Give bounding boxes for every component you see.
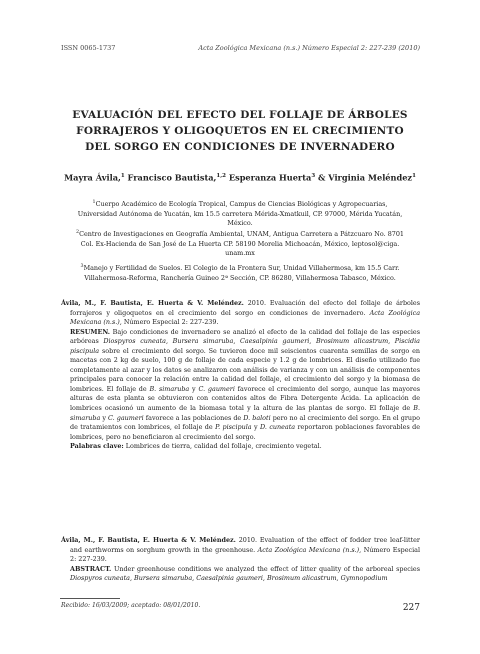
resumen-text: favorece a las poblaciones de <box>143 413 244 422</box>
resumen-text: Bajo condiciones de invernadero se analizó el efecto de la calidad del follaje de las especies arbóreas <box>70 327 420 346</box>
resumen-text: y <box>100 413 108 422</box>
citation-authors: Ávila, M., F. Bautista, E. Huerta & V. Meléndez. <box>61 536 236 544</box>
affiliation-2 <box>60 228 420 259</box>
title-line: FORRAJEROS Y OLIGOQUETOS EN EL CRECIMIENTO <box>76 125 404 137</box>
affil-mark: 3 <box>80 264 84 269</box>
resumen-text: pero no al crecimiento del sorgo. En el grupo de tratamientos con lombrices, el follaje de <box>70 413 420 432</box>
affiliation-3 <box>60 262 420 283</box>
resumen-text: sobre el crecimiento del sorgo. Se tuvieron doce mil seiscientos cuarenta semillas de sorgo en macetas con 2 kg de suelo, 100 g de follaje de cada especie y 1.2 g de lombrices. El diseño utilizado fue completamente al azar y los datos se analizaron con análisis de varianza y con un análisis de componentes principales para conocer la relación entre la calidad del follaje, el crecimiento del sorgo y la biomasa de lombrices. El follaje de <box>70 346 420 393</box>
species-name: B. simaruba <box>149 384 190 393</box>
resumen-text: y <box>189 384 199 393</box>
running-header <box>61 44 420 52</box>
journal-citation: Acta Zoológica Mexicana (n.s.) Número Especial 2: 227-239 (2010) <box>198 44 420 52</box>
author-list <box>60 170 420 185</box>
abstract-text: Under greenhouse conditions we analyzed the effect of litter quality of the arboreal species <box>111 564 420 573</box>
resumen-text: favorece el crecimiento del sorgo, aunque las mayores alturas de esta planta se obtuvieron con contenidos altos de Fibra Detergente Ácida. La aplicación de lombrices ocasionó un aumento de la biomasa total y la altura de las plantas de sorgo. El follaje de <box>70 384 421 413</box>
species-names: Diospyros cuneata, Bursera simaruba, Caesalpinia gaumeri, Brosimum alicastrum, Gymnopodium <box>70 574 388 583</box>
affil-mark: 1 <box>92 200 96 205</box>
author-affil-mark: 1 <box>412 173 416 179</box>
spanish-abstract-block <box>61 299 420 452</box>
page-number: 227 <box>402 603 420 613</box>
keywords-label: Palabras clave: <box>70 442 124 451</box>
title-line: DEL SORGO EN CONDICIONES DE INVERNADERO <box>85 141 395 153</box>
issn: ISSN 0065-1737 <box>61 44 116 52</box>
author-affil-mark: 3 <box>311 173 316 179</box>
affil-line: unam.mx <box>225 249 255 258</box>
resumen-text: reportaron poblaciones favorables de lombrices, pero no beneficiaron al crecimiento del sorgo. <box>70 423 421 441</box>
received-dates: Recibido: 16/03/2009; aceptado: 08/01/2010. <box>61 602 201 609</box>
citation-pages: Número Especial 2: 227-239. <box>70 545 421 564</box>
resumen-paragraph <box>61 328 420 443</box>
abstract-label: ABSTRACT. <box>70 564 112 573</box>
citation-text: 2010. Evaluation of the effect of fodder tree leaf-litter and earthworms on sorghum growth in the greenhouse. <box>70 536 420 554</box>
author-name: Esperanza Huerta <box>228 172 312 183</box>
species-name: D. baloti <box>243 413 271 422</box>
title-line: EVALUACIÓN DEL EFECTO DEL FOLLAJE DE ÁRBOLES <box>72 109 408 121</box>
english-abstract-block <box>61 536 420 584</box>
species-names: Diospyros cuneata, Bursera simaruba, Caesalpinia gaumeri, Brosimum alicastrum, Piscidia piscipula <box>70 337 420 355</box>
citation-es <box>61 299 420 328</box>
resumen-text: y <box>251 423 260 432</box>
affil-mark: 2 <box>76 230 80 235</box>
species-name: P. piscipula <box>215 423 252 432</box>
author-affil-mark: 1 <box>120 173 125 179</box>
keywords-es <box>61 442 420 452</box>
species-name: D. cuneata <box>260 423 296 432</box>
species-name: B. simaruba <box>70 404 420 422</box>
citation-journal: Acta Zoológica Mexicana (n.s.), <box>257 545 362 554</box>
footnote-divider <box>60 598 120 599</box>
affil-line: Centro de Investigaciones en Geografía Ambiental, UNAM, Antigua Carretera a Pátzcuaro No. 8701 <box>79 230 404 239</box>
affiliation-1 <box>60 198 420 229</box>
citation-en <box>61 536 420 565</box>
citation-authors: Ávila, M., F. Bautista, E. Huerta & V. Meléndez. <box>61 299 244 307</box>
affil-line: Manejo y Fertilidad de Suelos. El Colegio de la Frontera Sur, Unidad Villahermosa, km 15.5 Carr. <box>83 264 400 273</box>
author-name: Mayra Ávila, <box>64 172 121 183</box>
species-name: C. gaumeri <box>108 413 144 422</box>
citation-pages: Número Especial 2: 227-239. <box>121 318 219 327</box>
citation-text: 2010. Evaluación del efecto del follaje de árboles forrajeros y oligoquetos en el crecimiento del sorgo en condiciones de invernadero. <box>70 299 420 317</box>
keywords-text: Lombrices de tierra, calidad del follaje, crecimiento vegetal. <box>123 442 322 451</box>
affil-line: Villahermosa-Reforma, Ranchería Guineo 2ª Sección, CP. 86280, Villahermosa Tabasco, México. <box>84 273 396 282</box>
article-title <box>60 107 420 155</box>
affil-line: México. <box>227 219 253 228</box>
affil-line: Universidad Autónoma de Yucatán, km 15.5 carretera Mérida-Xmatkuil, CP. 97000, Mérida Yucatán, <box>77 209 403 218</box>
affil-line: Col. Ex-Hacienda de San José de La Huerta CP. 58190 Morelia Michoacán, México, leptosol@ciga. <box>80 239 400 248</box>
citation-journal: Acta Zoológica Mexicana (n.s.), <box>70 308 421 327</box>
abstract-paragraph <box>61 565 420 584</box>
species-name: C. gaumeri <box>198 384 235 393</box>
author-affil-mark: 1,2 <box>216 173 226 179</box>
affil-line: Cuerpo Académico de Ecología Tropical, Campus de Ciencias Biológicas y Agropecuarias, <box>95 200 388 209</box>
author-name: & Virginia Meléndez <box>318 172 413 183</box>
resumen-label: RESUMEN. <box>70 327 110 336</box>
author-name: Francisco Bautista, <box>127 172 217 183</box>
